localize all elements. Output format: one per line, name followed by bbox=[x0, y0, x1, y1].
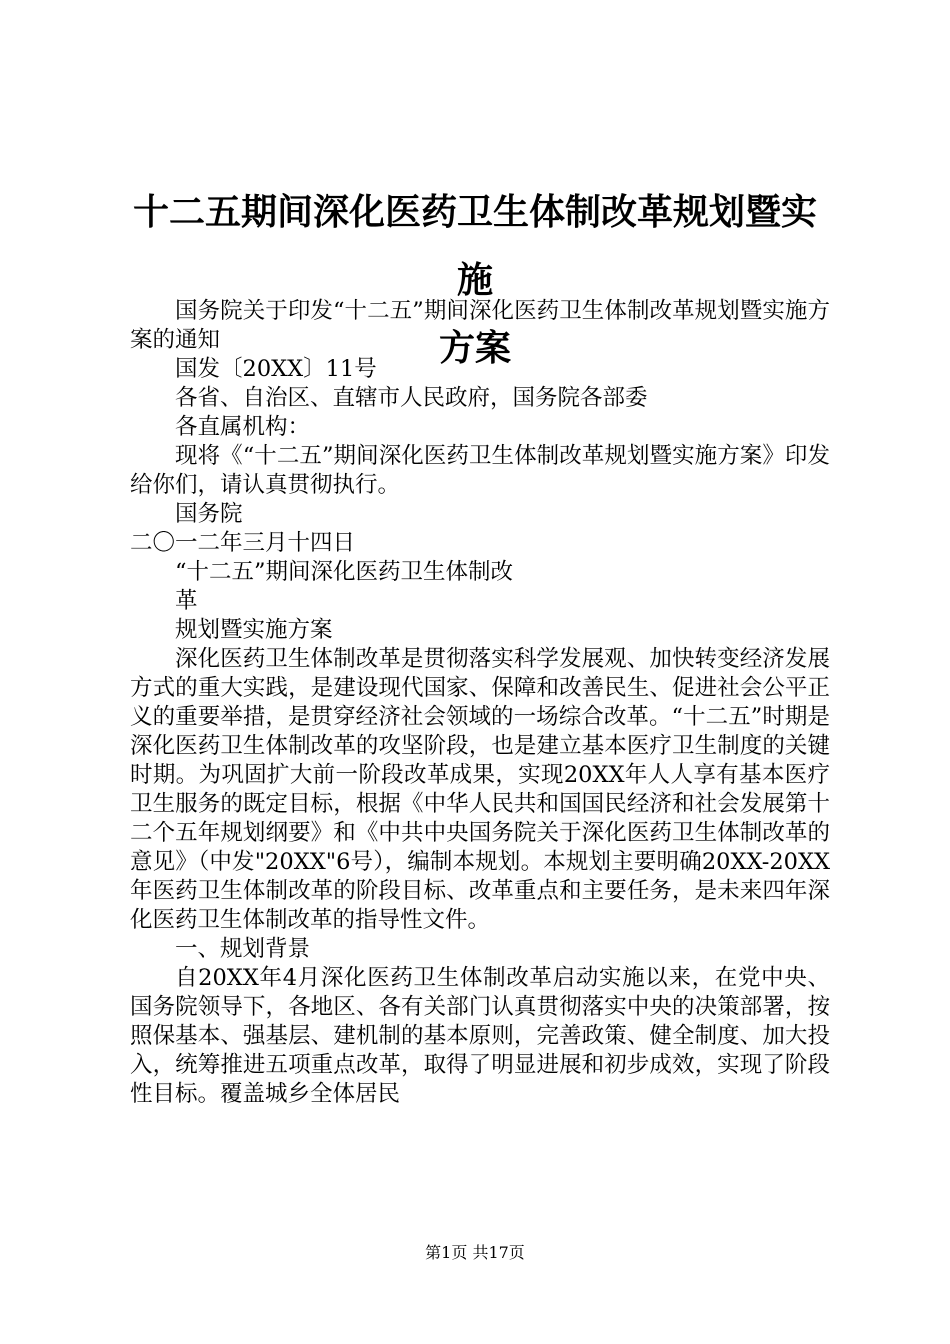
paragraph: 二〇一二年三月十四日 bbox=[130, 530, 356, 556]
paragraph: “十二五”期间深化医药卫生体制改 bbox=[175, 559, 514, 585]
document-body bbox=[130, 297, 830, 1109]
paragraph: 国发〔20XX〕11号 bbox=[175, 356, 377, 382]
page-number: 第1页 共17页 bbox=[425, 1243, 525, 1262]
paragraph: 国务院关于印发“十二五”期间深化医药卫生体制改革规划暨实施方案的通知 bbox=[130, 298, 830, 353]
title-line-1: 十二五期间深化医药卫生体制改革规划暨实施 bbox=[132, 191, 817, 301]
paragraph: 各省、自治区、直辖市人民政府，国务院各部委 bbox=[175, 385, 648, 411]
paragraph: 现将《“十二五”期间深化医药卫生体制改革规划暨实施方案》印发给你们，请认真贯彻执行。 bbox=[130, 443, 830, 498]
paragraph: 深化医药卫生体制改革是贯彻落实科学发展观、加快转变经济发展方式的重大实践，是建设现代国家、保障和改善民生、促进社会公平正义的重要举措，是贯穿经济社会领域的一场综合改革。“十二五”时期是深化医药卫生体制改革的攻坚阶段，也是建立基本医疗卫生制度的关键时期。为巩固扩大前一阶段改革成果，实现20XX年人人享有基本医疗卫生服务的既定目标，根据《中华人民共和国国民经济和社会发展第十二个五年规划纲要》和《中共中央国务院关于深化医药卫生体制改革的意见》（中发"20XX"6号），编制本规划。本规划主要明确20XX-20XX年医药卫生体制改革的阶段目标、改革重点和主要任务，是未来四年深化医药卫生体制改革的指导性文件。 bbox=[130, 646, 830, 933]
paragraph: 国务院 bbox=[175, 501, 243, 527]
paragraph: 革 bbox=[175, 588, 198, 614]
paragraph: 各直属机构： bbox=[175, 414, 311, 440]
title-line-2: 方案 bbox=[438, 327, 511, 369]
page-footer bbox=[0, 1243, 950, 1263]
paragraph: 一、规划背景 bbox=[175, 936, 311, 962]
paragraph: 自20XX年4月深化医药卫生体制改革启动实施以来，在党中央、国务院领导下，各地区、各有关部门认真贯彻落实中央的决策部署，按照保基本、强基层、建机制的基本原则，完善政策、健全制度、加大投入，统筹推进五项重点改革，取得了明显进展和初步成效，实现了阶段性目标。覆盖城乡全体居民 bbox=[130, 965, 830, 1107]
paragraph: 规划暨实施方案 bbox=[175, 617, 333, 643]
